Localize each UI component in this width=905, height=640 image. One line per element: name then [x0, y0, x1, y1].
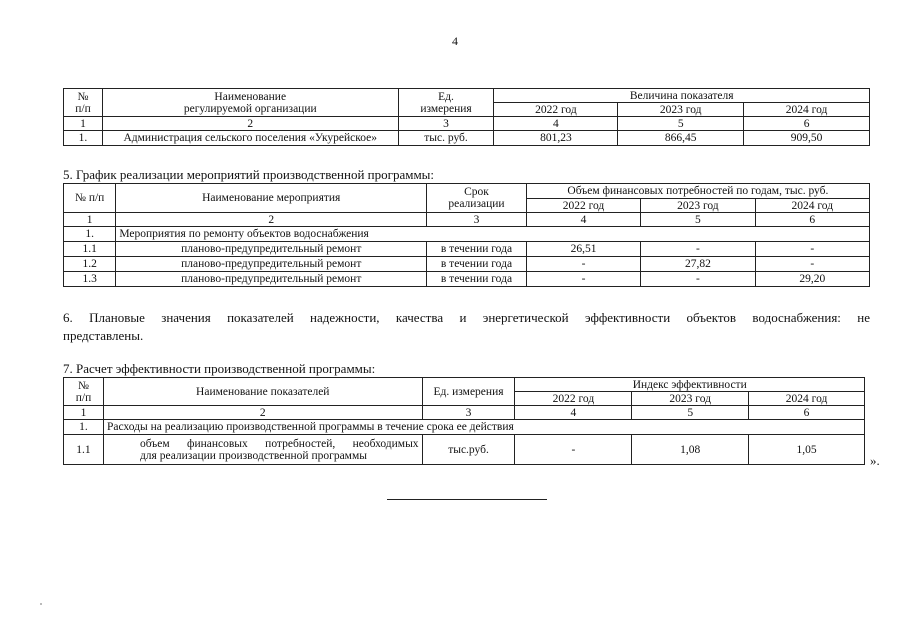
- activity-term: в течении года: [427, 272, 527, 287]
- section6-line2: представлены.: [63, 328, 144, 343]
- group-row: [64, 227, 870, 242]
- row-unit: тыс.руб.: [422, 435, 515, 465]
- column-number: 4: [526, 213, 640, 227]
- column-number-row: [64, 406, 865, 420]
- value-2023: 866,45: [618, 131, 744, 146]
- header-unit: Ед. измерения: [398, 89, 494, 117]
- header-term: Срок реализации: [427, 184, 527, 213]
- end-divider: [387, 499, 547, 500]
- table-row: [64, 242, 870, 257]
- value-2023: 27,82: [641, 257, 755, 272]
- column-number: 1: [64, 213, 116, 227]
- row-num: 1.1: [64, 435, 104, 465]
- column-number: 2: [102, 117, 398, 131]
- group-name: Мероприятия по ремонту объектов водоснабжения: [116, 227, 870, 242]
- column-number: 3: [422, 406, 515, 420]
- table-row: [64, 272, 870, 287]
- value-2023: 1,08: [632, 435, 749, 465]
- column-number: 2: [116, 213, 427, 227]
- header-financial-volume: Объем финансовых потребностей по годам, тыс. руб.: [526, 184, 869, 199]
- organization-indicator-table: [63, 88, 870, 146]
- row-num: 1.2: [64, 257, 116, 272]
- activity-term: в течении года: [427, 242, 527, 257]
- header-indicator-value: Величина показателя: [494, 89, 870, 103]
- header-organization-name: Наименование регулируемой организации: [102, 89, 398, 117]
- column-number-row: [64, 117, 870, 131]
- header-year: 2022 год: [494, 103, 618, 117]
- activity-name: планово-предупредительный ремонт: [116, 257, 427, 272]
- value-2024: -: [755, 242, 869, 257]
- column-number: 6: [744, 117, 870, 131]
- table-row: [64, 435, 865, 465]
- section5-heading: 5. График реализации мероприятий производственной программы:: [63, 167, 435, 182]
- row-num: 1.3: [64, 272, 116, 287]
- header-efficiency-index: Индекс эффективности: [515, 378, 865, 392]
- header-year: 2023 год: [641, 199, 755, 213]
- table-row: [64, 257, 870, 272]
- column-number: 1: [64, 117, 103, 131]
- header-year: 2022 год: [515, 392, 632, 406]
- activity-term: в течении года: [427, 257, 527, 272]
- section6-paragraph: [63, 309, 870, 345]
- efficiency-calculation-table: [63, 377, 865, 465]
- header-year: 2024 год: [755, 199, 869, 213]
- header-num: № п/п: [64, 184, 116, 213]
- header-indicator-name: Наименование показателей: [103, 378, 422, 406]
- header-year: 2022 год: [526, 199, 640, 213]
- group-num: 1.: [64, 420, 104, 435]
- column-number: 4: [494, 117, 618, 131]
- scan-mark: [40, 603, 42, 605]
- column-number: 3: [398, 117, 494, 131]
- table-row: [64, 131, 870, 146]
- activities-schedule-table: [63, 183, 870, 287]
- row-num: 1.: [64, 131, 103, 146]
- group-num: 1.: [64, 227, 116, 242]
- column-number: 6: [749, 406, 865, 420]
- column-number: 6: [755, 213, 869, 227]
- header-year: 2023 год: [632, 392, 749, 406]
- row-unit: тыс. руб.: [398, 131, 494, 146]
- indicator-name-line1: объем финансовых потребностей, необходимых: [139, 437, 419, 450]
- group-row: [64, 420, 865, 435]
- value-2022: -: [515, 435, 632, 465]
- value-2024: -: [755, 257, 869, 272]
- header-num: № п/п: [64, 89, 103, 117]
- header-activity-name: Наименование мероприятия: [116, 184, 427, 213]
- organization-name: Администрация сельского поселения «Укурейское»: [102, 131, 398, 146]
- indicator-name: [103, 435, 422, 465]
- column-number: 5: [618, 117, 744, 131]
- section6-line1: 6. Плановые значения показателей надежности, качества и энергетической эффективности объектов водоснабжения: не: [63, 310, 870, 325]
- column-number-row: [64, 213, 870, 227]
- value-2022: -: [526, 257, 640, 272]
- value-2024: 1,05: [749, 435, 865, 465]
- indicator-name-line2: для реализации производственной программы: [139, 449, 367, 462]
- closing-quote: ».: [870, 453, 880, 468]
- activity-name: планово-предупредительный ремонт: [116, 242, 427, 257]
- column-number: 3: [427, 213, 527, 227]
- header-year: 2024 год: [744, 103, 870, 117]
- value-2023: -: [641, 272, 755, 287]
- column-number: 1: [64, 406, 104, 420]
- header-year: 2024 год: [749, 392, 865, 406]
- value-2022: 26,51: [526, 242, 640, 257]
- header-num: № п/п: [64, 378, 104, 406]
- column-number: 5: [641, 213, 755, 227]
- header-unit: Ед. измерения: [422, 378, 515, 406]
- activity-name: планово-предупредительный ремонт: [116, 272, 427, 287]
- header-year: 2023 год: [618, 103, 744, 117]
- column-number: 4: [515, 406, 632, 420]
- column-number: 5: [632, 406, 749, 420]
- page-number: 4: [452, 34, 458, 48]
- group-name: Расходы на реализацию производственной программы в течение срока ее действия: [103, 420, 864, 435]
- column-number: 2: [103, 406, 422, 420]
- value-2022: -: [526, 272, 640, 287]
- value-2022: 801,23: [494, 131, 618, 146]
- section7-heading: 7. Расчет эффективности производственной программы:: [63, 361, 376, 376]
- value-2024: 909,50: [744, 131, 870, 146]
- row-num: 1.1: [64, 242, 116, 257]
- value-2023: -: [641, 242, 755, 257]
- value-2024: 29,20: [755, 272, 869, 287]
